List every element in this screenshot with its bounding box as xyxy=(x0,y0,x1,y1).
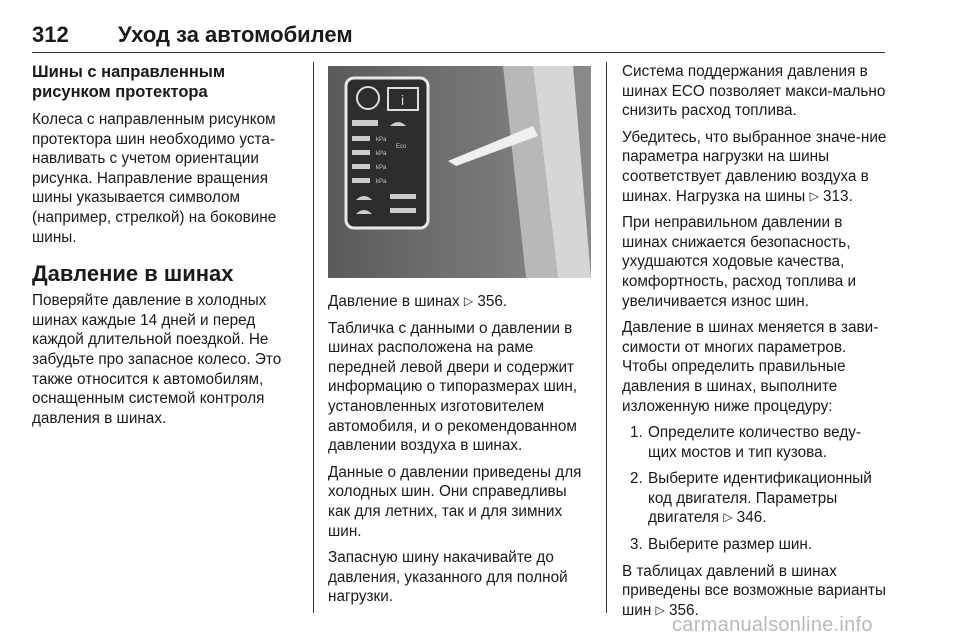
paragraph: Запасную шину накачивайте до давления, указанного для полной нагрузки. xyxy=(328,549,568,606)
chapter-title: Уход за автомобилем xyxy=(118,22,353,47)
middle-column xyxy=(328,292,593,614)
right-column xyxy=(622,62,887,627)
list-item xyxy=(622,469,887,528)
page-ref-arrow-icon: ▷ xyxy=(723,510,733,525)
paragraph: Табличка с данными о давлении в шинах расположена на раме передней левой двери и содержит информацию о типоразмерах шин, установленных изготовителем автомобиля, и о рекомендованном давлении воздуха в шинах. xyxy=(328,319,578,455)
paragraph xyxy=(622,128,887,206)
list-item xyxy=(622,423,887,462)
paragraph: Давление в шинах меняется в зави-симости от многих параметров. Чтобы определить правильные давления в шинах, выполните изложенную ниже процедуру: xyxy=(622,319,879,415)
section-title: Шины с направленным рисунком протектора xyxy=(32,63,226,101)
page-reference[interactable]: 356. xyxy=(669,601,699,619)
list-item xyxy=(622,535,887,555)
heading-tire-pressure: Давление в шинах xyxy=(32,261,234,287)
column-divider xyxy=(313,62,314,613)
step-number: 3. xyxy=(630,536,643,554)
paragraph: Поверяйте давление в холодных шинах каждые 14 дней и перед каждой длительной поездкой. Не забудьте про запасное колесо. Это также относится к автомобилям, оснащенным системой контроля давления в шинах. xyxy=(32,292,282,427)
kpa-label: kPa xyxy=(376,165,387,171)
paragraph: Система поддержания давления в шинах ECO позволяет макси-мально снизить расход топлива. xyxy=(622,63,886,120)
paragraph xyxy=(622,562,887,621)
page-reference[interactable]: 313. xyxy=(823,187,853,205)
left-column xyxy=(32,62,302,435)
page-ref-arrow-icon: ▷ xyxy=(655,602,665,617)
watermark: carmanualsonline.info xyxy=(672,614,873,636)
step-text: Выберите размер шин. xyxy=(648,536,813,554)
eco-label: Eco xyxy=(396,144,407,150)
column-divider xyxy=(606,62,607,613)
page-ref-arrow-icon: ▷ xyxy=(809,188,819,203)
kpa-label: kPa xyxy=(376,151,387,157)
page-reference[interactable]: 356. xyxy=(477,293,508,310)
reference-text: Давление в шинах xyxy=(328,293,460,310)
reference-line xyxy=(328,292,593,312)
section-text: Колеса с направленным рисунком протектора шин необходимо уста-навливать с учетом ориентации рисунка. Направление вращения шины указывается символом (например, стрелкой) на боковине шины. xyxy=(32,111,277,246)
paragraph: При неправильном давлении в шинах снижается безопасность, ухудшаются ходовые качества, комфортность, расход топлива и увеличивается износ шин. xyxy=(622,214,857,310)
page-ref-arrow-icon: ▷ xyxy=(463,294,474,308)
step-text: Выберите идентификационный код двигателя. Параметры двигателя xyxy=(648,470,872,527)
step-text: Определите количество веду-щих мостов и тип кузова. xyxy=(648,424,861,461)
paragraph: Данные о давлении приведены для холодных шин. Они справедливы как для летних, так и для зимних шин. xyxy=(328,463,582,540)
kpa-label: kPa xyxy=(376,179,387,185)
kpa-label: kPa xyxy=(376,137,387,143)
page-header xyxy=(32,22,885,53)
tire-pressure-label-photo xyxy=(328,66,591,278)
tire-label-illustration xyxy=(328,66,591,278)
step-number: 2. xyxy=(630,470,643,488)
step-number: 1. xyxy=(630,424,643,442)
svg-text:i: i xyxy=(401,92,405,108)
page-number: 312 xyxy=(32,22,69,47)
procedure-list xyxy=(622,423,887,555)
paragraph-text: В таблицах давлений в шинах приведены все возможные варианты шин xyxy=(622,562,887,619)
page-reference[interactable]: 346. xyxy=(736,509,767,527)
paragraph-text: Убедитесь, что выбранное значе-ние параметра нагрузки на шины соответствует давлению воздуха в шинах. Нагрузка на шины xyxy=(622,128,887,205)
